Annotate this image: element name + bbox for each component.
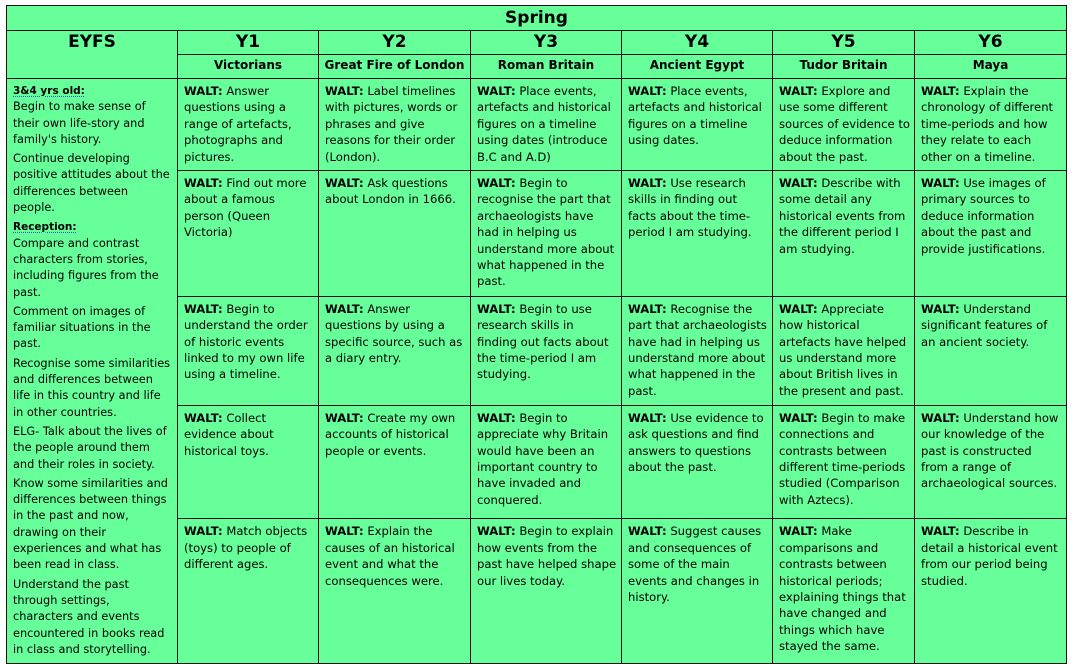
objective-cell: [471, 296, 622, 405]
objective-text: Match objects (toys) to people of different ages.: [184, 524, 308, 572]
eyfs-item: ELG- Talk about the lives of the people around them and their roles in society.: [13, 424, 167, 471]
walt-label: WALT:: [779, 175, 818, 190]
objective-cell: [471, 405, 622, 519]
walt-label: WALT:: [325, 84, 364, 98]
walt-label: WALT:: [779, 84, 818, 98]
eyfs-item: Understand the past through settings, characters and events encountered in books read in class and storytelling.: [13, 577, 165, 656]
walt-label: WALT:: [477, 301, 516, 316]
objective-text: Explain the causes of an historical event and what the consequences were.: [325, 524, 455, 588]
eyfs-reception-heading: Reception:: [13, 221, 77, 234]
walt-label: WALT:: [477, 84, 516, 98]
eyfs-item: Begin to make sense of their own life-story and family's history.: [13, 100, 146, 146]
objective-text: Create my own accounts of historical people or events.: [325, 410, 456, 458]
eyfs-item: Recognise some similarities and differences between life in this country and life in other countries.: [13, 356, 171, 419]
objective-text: Label timelines with pictures, words or phrases and give reasons for their order (London).: [325, 84, 458, 164]
eyfs-item: Continue developing positive attitudes about the differences between people.: [13, 152, 170, 215]
objective-cell: [915, 405, 1067, 519]
walt-label: WALT:: [477, 175, 516, 190]
objective-text: Make comparisons and contrasts between historical periods; explaining things that have changed and things which have stayed the same.: [779, 524, 906, 654]
objective-text: Place events, artefacts and historical figures on a timeline using dates.: [628, 84, 762, 148]
topic-y5: Tudor Britain: [773, 55, 915, 79]
year-header-y1: Y1: [178, 31, 319, 55]
objective-text: Use evidence to ask questions and find answers to questions about the past.: [628, 410, 764, 474]
walt-label: WALT:: [779, 524, 818, 539]
objective-cell: [319, 405, 471, 519]
objective-cell: [773, 405, 915, 519]
walt-label: WALT:: [628, 175, 667, 190]
objective-text: Collect evidence about historical toys.: [184, 410, 274, 458]
walt-label: WALT:: [477, 410, 516, 425]
objective-text: Understand significant features of an ancient society.: [921, 301, 1048, 349]
walt-label: WALT:: [184, 410, 223, 425]
objective-cell: [915, 519, 1067, 664]
topic-y1: Victorians: [178, 55, 319, 79]
year-header-y3: Y3: [471, 31, 622, 55]
walt-label: WALT:: [628, 84, 667, 98]
eyfs-item: Compare and contrast characters from stories, including figures from the past.: [13, 236, 159, 299]
walt-label: WALT:: [184, 301, 223, 316]
objective-text: Describe in detail a historical event from our period being studied.: [921, 524, 1058, 588]
walt-label: WALT:: [921, 175, 960, 190]
objective-text: Begin to make connections and contrasts between different time-periods studied (Comparison with Aztecs).: [779, 410, 906, 507]
eyfs-age-heading: 3&4 yrs old:: [13, 85, 85, 97]
objective-cell: [773, 79, 915, 171]
topic-y2: Great Fire of London: [319, 55, 471, 79]
objective-text: Explore and use some different sources of evidence to deduce information about the past.: [779, 84, 910, 164]
objective-text: Place events, artefacts and historical figures on a timeline using dates (introduce B.C and A.D): [477, 84, 611, 164]
objective-cell: [178, 170, 319, 296]
objective-text: Describe with some detail any historical events from the different period I am studying.: [779, 175, 906, 256]
walt-label: WALT:: [628, 524, 667, 539]
objective-text: Begin to appreciate why Britain would have been an important country to have invaded and conquered.: [477, 410, 609, 507]
eyfs-objectives: [7, 79, 178, 664]
objective-text: Ask questions about London in 1666.: [325, 175, 456, 207]
objective-text: Find out more about a famous person (Queen Victoria): [184, 175, 307, 240]
objective-text: Begin to understand the order of historic events linked to my own life using a timeline.: [184, 301, 308, 382]
objective-text: Explain the chronology of different time-periods and how they relate to each other on a timeline.: [921, 84, 1054, 164]
objective-text: Understand how our knowledge of the past is constructed from a range of archaeological sources.: [921, 410, 1059, 491]
objective-cell: [915, 296, 1067, 405]
objective-cell: [622, 170, 773, 296]
objective-text: Answer questions using a range of artefacts, photographs and pictures.: [184, 84, 292, 164]
objective-text: Recognise the part that archaeologists have had in helping us understand more about what happened in the past.: [628, 301, 767, 398]
objective-text: Appreciate how historical artefacts have helped us understand more about British lives in the present and past.: [779, 301, 907, 398]
walt-label: WALT:: [921, 524, 960, 539]
objective-cell: [319, 519, 471, 664]
walt-label: WALT:: [325, 175, 364, 190]
objective-cell: [773, 170, 915, 296]
objective-cell: [622, 405, 773, 519]
topic-y4: Ancient Egypt: [622, 55, 773, 79]
objective-text: Begin to recognise the part that archaeologists have had in helping us understand more about what happened in the past.: [477, 175, 615, 289]
walt-label: WALT:: [184, 524, 223, 539]
walt-label: WALT:: [779, 301, 818, 316]
walt-label: WALT:: [628, 301, 667, 316]
objective-cell: [319, 296, 471, 405]
walt-label: WALT:: [628, 410, 667, 425]
walt-label: WALT:: [325, 301, 364, 316]
walt-label: WALT:: [325, 524, 364, 539]
walt-label: WALT:: [921, 84, 960, 98]
eyfs-item: Know some similarities and differences between things in the past and now, drawing on their experiences and what has been read in class.: [13, 476, 168, 572]
objective-cell: [773, 519, 915, 664]
objective-cell: [622, 296, 773, 405]
objective-text: Use images of primary sources to deduce information about the past and provide justifications.: [921, 175, 1046, 256]
year-header-y5: Y5: [773, 31, 915, 55]
objective-text: Begin to use research skills in finding out facts about the time-period I am studying.: [477, 301, 609, 382]
objective-cell: [773, 296, 915, 405]
objective-cell: [319, 170, 471, 296]
objective-text: Answer questions by using a specific source, such as a diary entry.: [325, 301, 463, 366]
walt-label: WALT:: [477, 524, 516, 539]
objective-cell: [471, 519, 622, 664]
objective-cell: [622, 79, 773, 171]
objective-cell: [915, 79, 1067, 171]
objective-cell: [622, 519, 773, 664]
walt-label: WALT:: [779, 410, 818, 425]
year-header-y4: Y4: [622, 31, 773, 55]
term-title: Spring: [7, 6, 1067, 31]
objective-cell: [178, 79, 319, 171]
curriculum-table: [6, 5, 1067, 664]
year-header-y6: Y6: [915, 31, 1067, 55]
objective-cell: [319, 79, 471, 171]
objective-text: Begin to explain how events from the past have helped shape our lives today.: [477, 524, 617, 588]
objective-cell: [471, 79, 622, 171]
objective-text: Use research skills in finding out facts about the time-period I am studying.: [628, 175, 752, 240]
walt-label: WALT:: [921, 301, 960, 316]
topic-y6: Maya: [915, 55, 1067, 79]
year-header-y2: Y2: [319, 31, 471, 55]
eyfs-item: Comment on images of familiar situations in the past.: [13, 304, 151, 351]
walt-label: WALT:: [184, 175, 223, 190]
objective-text: Suggest causes and consequences of some of the main events and changes in history.: [628, 524, 762, 605]
walt-label: WALT:: [325, 410, 364, 425]
objective-cell: [178, 519, 319, 664]
objective-cell: [915, 170, 1067, 296]
objective-cell: [178, 296, 319, 405]
topic-y3: Roman Britain: [471, 55, 622, 79]
eyfs-header: EYFS: [7, 31, 178, 79]
walt-label: WALT:: [921, 410, 960, 425]
objective-cell: [471, 170, 622, 296]
objective-cell: [178, 405, 319, 519]
walt-label: WALT:: [184, 84, 223, 98]
